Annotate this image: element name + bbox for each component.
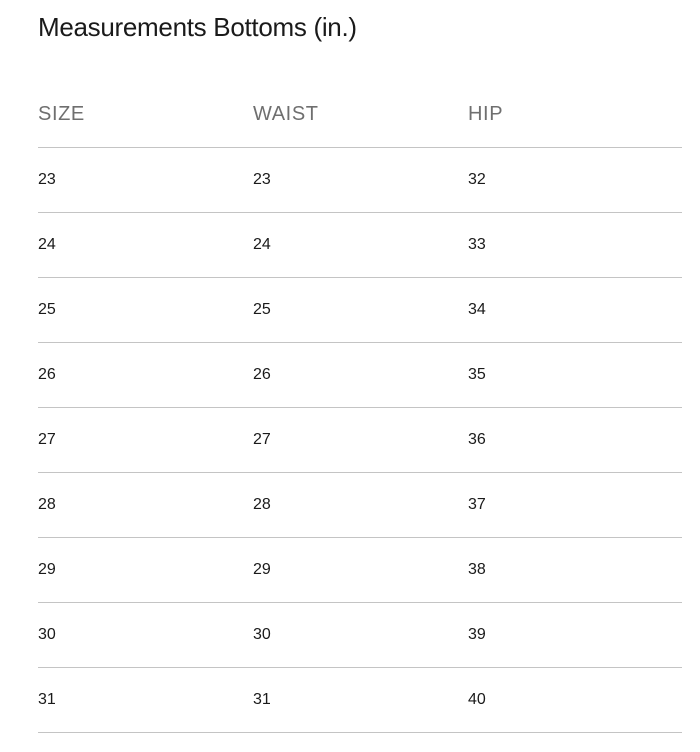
column-header-waist: WAIST bbox=[253, 82, 468, 148]
table-row bbox=[38, 538, 682, 603]
hip-cell: 34 bbox=[468, 278, 682, 343]
size-cell: 23 bbox=[38, 148, 253, 213]
waist-cell: 26 bbox=[253, 343, 468, 408]
table-row bbox=[38, 668, 682, 733]
size-cell: 26 bbox=[38, 343, 253, 408]
size-cell: 29 bbox=[38, 538, 253, 603]
size-cell: 24 bbox=[38, 213, 253, 278]
size-cell: 30 bbox=[38, 603, 253, 668]
table-row bbox=[38, 603, 682, 668]
hip-cell: 36 bbox=[468, 408, 682, 473]
waist-cell: 31 bbox=[253, 668, 468, 733]
table-row bbox=[38, 408, 682, 473]
size-cell: 25 bbox=[38, 278, 253, 343]
hip-cell: 38 bbox=[468, 538, 682, 603]
size-chart-table bbox=[38, 82, 682, 733]
hip-cell: 35 bbox=[468, 343, 682, 408]
column-header-size: SIZE bbox=[38, 82, 253, 148]
waist-cell: 24 bbox=[253, 213, 468, 278]
waist-cell: 27 bbox=[253, 408, 468, 473]
table-row bbox=[38, 213, 682, 278]
size-cell: 27 bbox=[38, 408, 253, 473]
size-cell: 31 bbox=[38, 668, 253, 733]
page-title: Measurements Bottoms (in.) bbox=[38, 12, 357, 42]
waist-cell: 29 bbox=[253, 538, 468, 603]
waist-cell: 28 bbox=[253, 473, 468, 538]
table-header-row bbox=[38, 82, 682, 148]
column-header-hip: HIP bbox=[468, 82, 682, 148]
hip-cell: 33 bbox=[468, 213, 682, 278]
hip-cell: 37 bbox=[468, 473, 682, 538]
waist-cell: 25 bbox=[253, 278, 468, 343]
table-row bbox=[38, 473, 682, 538]
size-cell: 28 bbox=[38, 473, 253, 538]
table-row bbox=[38, 148, 682, 213]
waist-cell: 30 bbox=[253, 603, 468, 668]
hip-cell: 32 bbox=[468, 148, 682, 213]
hip-cell: 40 bbox=[468, 668, 682, 733]
table-row bbox=[38, 343, 682, 408]
table-row bbox=[38, 278, 682, 343]
waist-cell: 23 bbox=[253, 148, 468, 213]
hip-cell: 39 bbox=[468, 603, 682, 668]
